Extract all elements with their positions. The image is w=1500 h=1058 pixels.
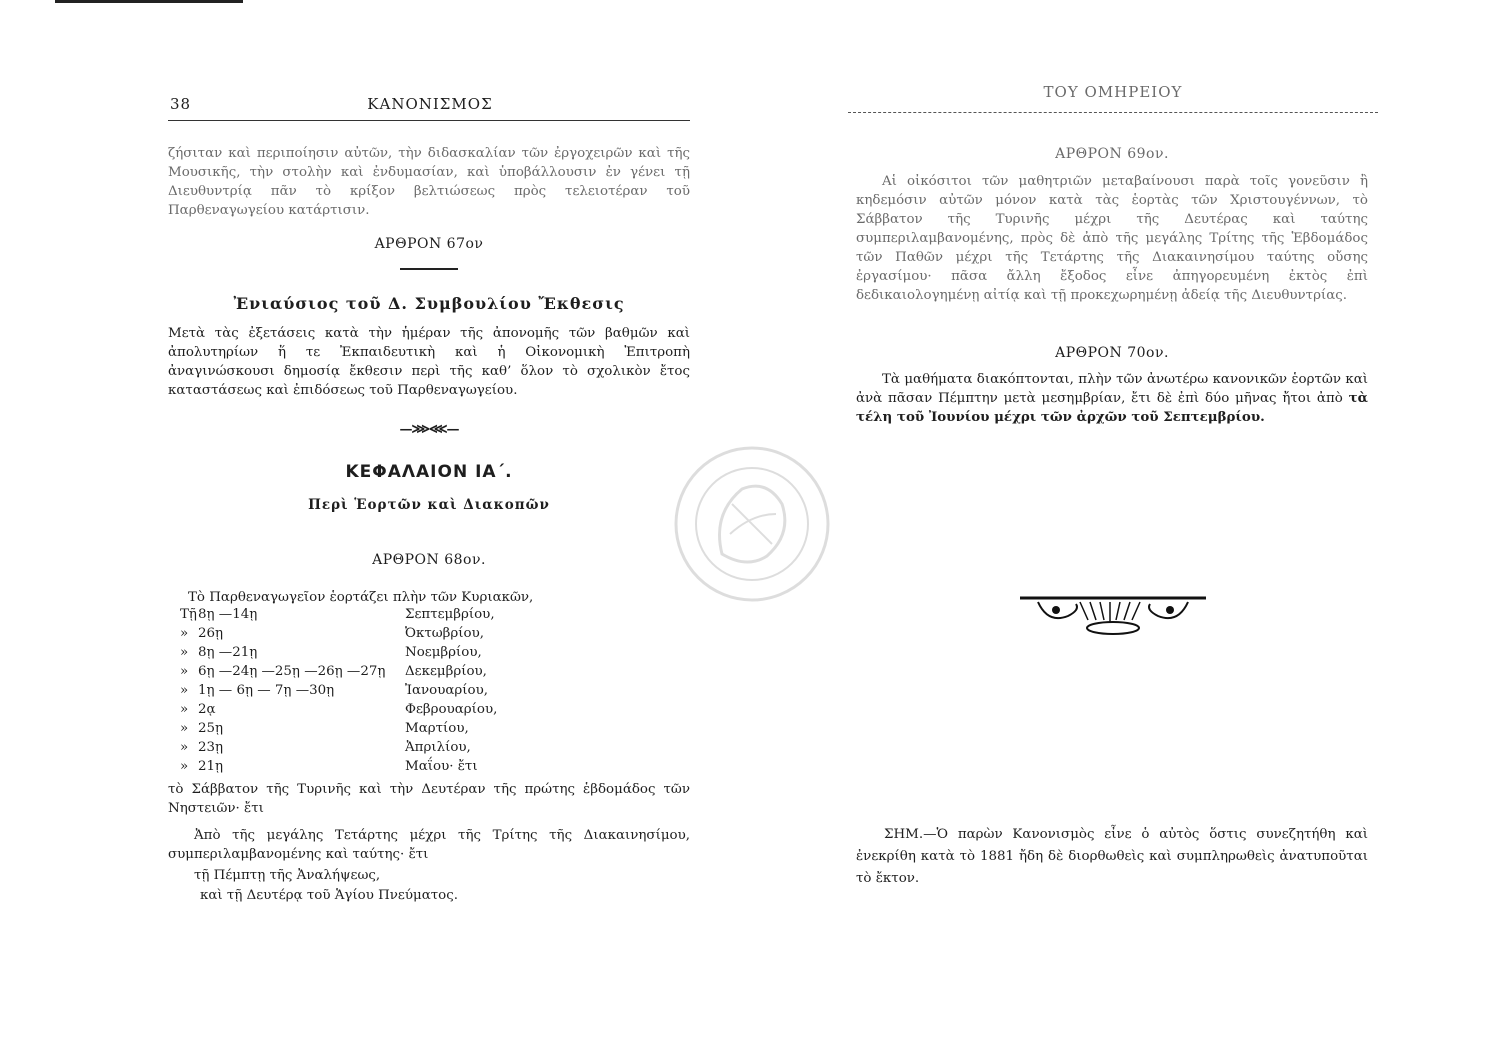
- section-rule: [168, 268, 690, 270]
- holiday-days: 8ῃ —21ῃ: [198, 645, 258, 660]
- right-running-head: [848, 83, 1378, 107]
- holiday-row: [168, 702, 690, 721]
- holiday-month: Φεβρουαρίου,: [405, 702, 498, 717]
- article-69-paragraph: Αἱ οἰκόσιτοι τῶν μαθητριῶν μεταβαίνουσι παρὰ τοῖς γονεῦσιν ἢ κηδεμόσιν αὐτῶν μόνον κατὰ τὰς ἑορτὰς τῶν Χριστουγέννων, τὸ Σάββατον τῆς Τυρινῆς μέχρι τῆς Δευτέρας καὶ ταύτης συμπεριλαμβανομένης, πρὸς δὲ ἀπὸ τῆς μεγάλης Τρίτης τῆς Ἑβδομάδος τῶν Παθῶν μέχρι τῆς Τετάρτης τῆς Διακαινησίμου ταύτης οὔσης ἐργασίμου· πᾶσα ἄλλη ἔξοδος εἶνε ἀπηγορευμένη ἐκτὸς ἐπὶ δεδικαιολογημένῃ αἰτίᾳ καὶ τῇ προκεχωρημένῃ ἀδείᾳ τῆς Διευθυντρίας.: [856, 174, 1368, 303]
- right-page: [848, 0, 1378, 1058]
- holiday-prefix: »: [180, 721, 189, 736]
- holiday-month: Μαΐου· ἔτι: [405, 759, 478, 774]
- holiday-days: 8ῃ —14ῃ: [198, 607, 258, 622]
- chapter-title: ΚΕΦΑΛΑΙΟΝ ΙΑ΄.: [345, 462, 513, 482]
- annual-report-heading: Ἐνιαύσιος τοῦ Δ. Συμβουλίου Ἔκθεσις: [233, 294, 625, 313]
- holiday-days: 1ῃ — 6ῃ — 7ῃ —30ῃ: [198, 683, 335, 698]
- intro-paragraph: ζήσιταν καὶ περιποίησιν αὐτῶν, τὴν διδασκαλίαν τῶν ἐργοχειρῶν καὶ τῆς Μουσικῆς, τὴν στολὴν καὶ ἐνδυμασίαν, καὶ ὑποβάλλουσιν ἐν γένει τῇ Διευθυντρίᾳ πᾶν τὸ κρίξον βελτιώσεως πρὸς τελειοτέραν τοῦ Παρθεναγωγείου κατάρτισιν.: [168, 146, 690, 218]
- holiday-row: [168, 607, 690, 626]
- holiday-row: [168, 759, 690, 778]
- holiday-prefix: »: [180, 740, 189, 755]
- holiday-row: [168, 626, 690, 645]
- holiday-month: Νοεμβρίου,: [405, 645, 482, 660]
- holidays-extra-3: τῇ Πέμπτῃ τῆς Ἀναλήψεως,: [194, 868, 381, 883]
- ornamental-tailpiece: [1018, 590, 1208, 638]
- holiday-days: 26ῃ: [198, 626, 224, 641]
- holiday-month: Δεκεμβρίου,: [405, 664, 487, 679]
- holidays-extra-4: καὶ τῇ Δευτέρᾳ τοῦ Ἁγίου Πνεύματος.: [200, 888, 458, 903]
- article-70-text: Τὰ μαθήματα διακόπτονται, πλὴν τῶν ἀνωτέρω κανονικῶν ἑορτῶν καὶ ἀνὰ πᾶσαν Πέμπτην μετὰ μεσημβρίαν, ἔτι δὲ ἐπὶ δύο μῆνας ἤτοι ἀπὸ: [856, 372, 1368, 406]
- holiday-days: 6ῃ —24ῃ —25ῃ —26ῃ —27ῃ: [198, 664, 386, 679]
- holiday-row: [168, 645, 690, 664]
- article-69-heading: ΑΡΘΡΟΝ 69ον.: [1055, 146, 1169, 162]
- ornament-divider: —⋙⋘—: [399, 422, 459, 437]
- holiday-days: 21ῃ: [198, 759, 224, 774]
- holiday-row: [168, 721, 690, 740]
- header-rule: [848, 112, 1378, 113]
- holiday-month: Ἀπριλίου,: [405, 740, 471, 755]
- holidays-extra-2: Ἀπὸ τῆς μεγάλης Τετάρτης μέχρι τῆς Τρίτης τῆς Διακαινησίμου, συμπεριλαμβανομένης καὶ ταύτης· ἔτι: [168, 828, 690, 862]
- header-rule: [168, 120, 690, 121]
- page-number: 38: [170, 95, 192, 113]
- footnote: ΣΗΜ.—Ὁ παρὼν Κανονισμὸς εἶνε ὁ αὐτὸς ὅστις συνεζητήθη καὶ ἐνεκρίθη κατὰ τὸ 1881 ἤδη δὲ διορθωθεὶς καὶ συμπληρωθεὶς ἀνατυποῦται τὸ ἔκτον.: [856, 827, 1368, 886]
- running-title: ΚΑΝΟΝΙΣΜΟΣ: [367, 95, 493, 113]
- holiday-row: [168, 740, 690, 759]
- article-70-emphasis: τὰ τέλη τοῦ Ἰουνίου μέχρι τῶν ἀρχῶν τοῦ Σεπτεμβρίου.: [856, 390, 1368, 425]
- holiday-days: 2ᾳ: [198, 702, 216, 717]
- holiday-days: 25ῃ: [198, 721, 224, 736]
- holiday-month: Ἰανουαρίου,: [405, 683, 488, 698]
- annual-report-paragraph: Μετὰ τὰς ἐξετάσεις κατὰ τὴν ἡμέραν τῆς ἀπονομῆς τῶν βαθμῶν καὶ ἀπολυτηρίων ἥ τε Ἐκπαιδευτικὴ καὶ ἡ Οἰκονομικὴ Ἐπιτροπὴ ἀναγινώσκουσι δημοσίᾳ ἔκθεσιν περὶ τῆς καθ’ ὅλον τὸ σχολικὸν ἔτος καταστάσεως καὶ ἐπιδόσεως τοῦ Παρθεναγωγείου.: [168, 326, 690, 398]
- running-title: ΤΟΥ ΟΜΗΡΕΙΟΥ: [1043, 83, 1183, 101]
- holiday-prefix: »: [180, 626, 189, 641]
- holiday-row: [168, 683, 690, 702]
- library-stamp-seal: [672, 444, 832, 604]
- article-68-heading: ΑΡΘΡΟΝ 68ον.: [372, 552, 486, 568]
- article-70-heading: ΑΡΘΡΟΝ 70ον.: [1055, 345, 1169, 361]
- holiday-month: Σεπτεμβρίου,: [405, 607, 495, 622]
- holidays-intro: Τὸ Παρθεναγωγεῖον ἑορτάζει πλὴν τῶν Κυριακῶν,: [188, 590, 534, 605]
- article-67-heading: ΑΡΘΡΟΝ 67ον: [374, 236, 484, 252]
- holiday-list: [168, 607, 690, 778]
- holidays-extra-1: τὸ Σάββατον τῆς Τυρινῆς καὶ τὴν Δευτέραν τῆς πρώτης ἑβδομάδος τῶν Νηστειῶν· ἔτι: [168, 782, 690, 816]
- holiday-row: [168, 664, 690, 683]
- holiday-month: Ὀκτωβρίου,: [405, 626, 484, 641]
- holiday-prefix: »: [180, 683, 189, 698]
- article-70-paragraph: [856, 370, 1368, 427]
- holiday-prefix: »: [180, 645, 189, 660]
- chapter-subtitle: Περὶ Ἑορτῶν καὶ Διακοπῶν: [308, 497, 550, 513]
- holiday-prefix: »: [180, 759, 189, 774]
- left-running-head: [160, 95, 700, 119]
- holiday-prefix: Τῇ: [180, 607, 197, 622]
- holiday-prefix: »: [180, 702, 189, 717]
- holiday-month: Μαρτίου,: [405, 721, 469, 736]
- left-page: [160, 0, 700, 1058]
- holiday-prefix: »: [180, 664, 189, 679]
- holiday-days: 23ῃ: [198, 740, 224, 755]
